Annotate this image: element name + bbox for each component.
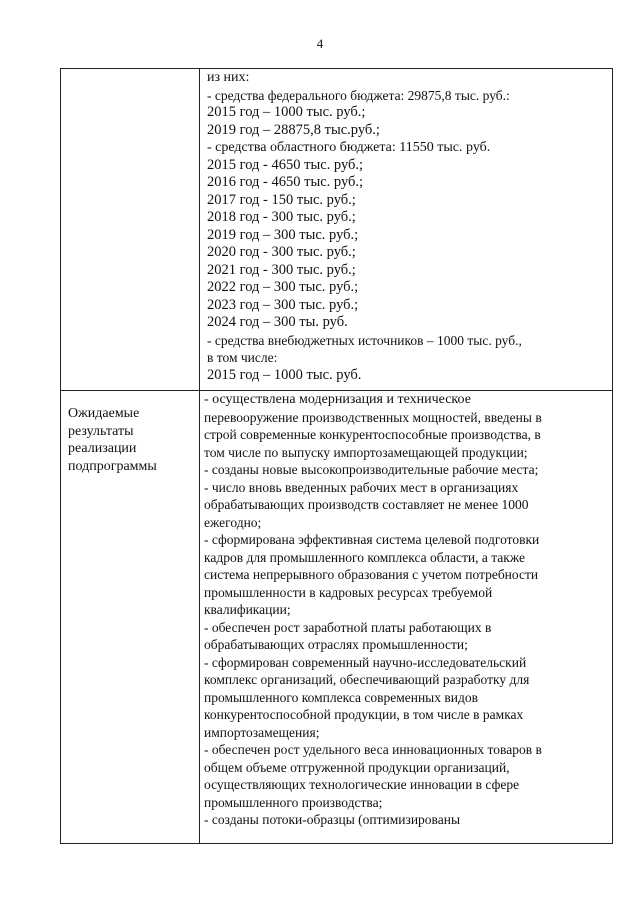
- results-line: кадров для промышленного комплекса области, а также: [204, 549, 525, 565]
- row-label-line: подпрограммы: [68, 458, 157, 474]
- funding-line: 2018 год - 300 тыс. руб.;: [207, 209, 356, 225]
- funding-line: 2015 год – 1000 тыс. руб.: [207, 366, 362, 383]
- funding-line: 2017 год - 150 тыс. руб.;: [207, 191, 356, 208]
- results-line: - сформирована эффективная система целевой подготовки: [204, 532, 540, 547]
- results-line: том числе по выпуску импортозамещающей продукции;: [204, 444, 528, 460]
- results-line: - сформирован современный научно-исследовательский: [204, 654, 527, 670]
- funding-line: 2022 год – 300 тыс. руб.;: [207, 279, 359, 295]
- results-line: общем объеме отгруженной продукции организаций,: [204, 759, 510, 775]
- funding-line: 2015 год – 1000 тыс. руб.;: [207, 104, 366, 120]
- results-line: квалификации;: [204, 602, 291, 617]
- funding-content-cell: [200, 69, 613, 391]
- results-line: импортозамещения;: [204, 724, 320, 740]
- results-line: - осуществлена модернизация и техническое: [204, 392, 471, 407]
- results-line: система непрерывного образования с учетом потребности: [204, 567, 539, 582]
- results-line: перевооружение производственных мощностей, введены в: [204, 409, 542, 425]
- results-line: осуществляющих технологические инновации в сфере: [204, 777, 520, 792]
- table-row-expected-results: [61, 391, 613, 844]
- row-label-cell: [61, 391, 200, 844]
- results-line: комплекс организаций, обеспечивающий разработку для: [204, 672, 530, 687]
- funding-line: - средства областного бюджета: 11550 тыс. руб.: [207, 140, 491, 155]
- funding-line: 2019 год – 28875,8 тыс.руб.;: [207, 121, 380, 138]
- page-number: 4: [316, 36, 324, 51]
- results-line: конкурентоспособной продукции, в том числе в рамках: [204, 707, 524, 722]
- funding-line: 2023 год – 300 тыс. руб.;: [207, 296, 359, 313]
- funding-line: 2016 год - 4650 тыс. руб.;: [207, 174, 364, 190]
- results-line: - число вновь введенных рабочих мест в организациях: [204, 479, 519, 495]
- results-line: промышленного производства;: [204, 794, 383, 810]
- results-line: ежегодно;: [204, 514, 262, 530]
- funding-line: 2015 год - 4650 тыс. руб.;: [207, 156, 364, 173]
- results-line: промышленности в кадровых ресурсах требуемой: [204, 584, 493, 600]
- results-line: промышленного комплекса современных видов: [204, 689, 478, 705]
- row-label-cell: [61, 69, 200, 391]
- results-content-cell: [200, 391, 613, 844]
- row-label-line: реализации: [68, 441, 137, 456]
- funding-line: из них:: [207, 70, 250, 85]
- table-row-funding: [61, 69, 613, 391]
- results-line: строй современные конкурентоспособные производства, в: [204, 427, 541, 442]
- funding-line: в том числе:: [207, 350, 278, 365]
- funding-line: 2019 год – 300 тыс. руб.;: [207, 226, 359, 243]
- funding-line: 2020 год - 300 тыс. руб.;: [207, 244, 356, 260]
- funding-line: 2021 год - 300 тыс. руб.;: [207, 261, 356, 278]
- funding-line: - средства федерального бюджета: 29875,8 тыс. руб.:: [207, 87, 510, 103]
- results-line: - созданы потоки-образцы (оптимизированы: [204, 812, 461, 827]
- funding-line: 2024 год – 300 ты. руб.: [207, 314, 348, 330]
- results-line: - созданы новые высокопроизводительные рабочие места;: [204, 462, 539, 477]
- results-line: - обеспечен рост заработной платы работающих в: [204, 619, 492, 635]
- funding-line: - средства внебюджетных источников – 1000 тыс. руб.,: [207, 332, 522, 348]
- row-label-line: результаты: [68, 423, 134, 439]
- row-label-line: Ожидаемые: [68, 406, 140, 421]
- passport-table: [60, 68, 613, 844]
- results-line: обрабатывающих отраслях промышленности;: [204, 637, 468, 652]
- results-line: - обеспечен рост удельного веса инновационных товаров в: [204, 742, 542, 757]
- results-line: обрабатывающих производств составляет не менее 1000: [204, 497, 529, 512]
